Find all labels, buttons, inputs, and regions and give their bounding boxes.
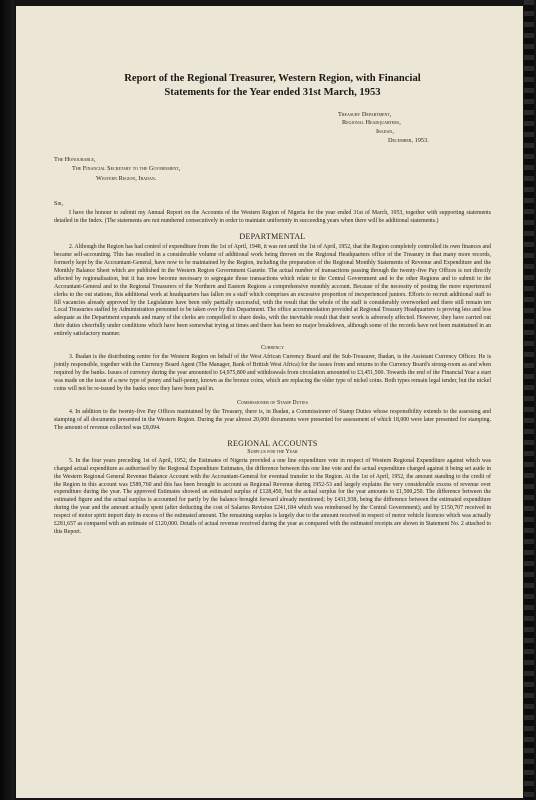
paragraph-1: I have the honour to submit my Annual Report on the Accounts of the Western Region of Nigeria for the year ended 31st of March, 1953, together with supporting statements detailed in the Index. (The statements are not numbered consecutively in order to maintain uniformity in succeeding years when there will be additional statements.) <box>54 210 491 225</box>
sender-line-1: Treasury Department, <box>338 110 392 118</box>
addressee-line-1: The Honourable, <box>54 155 96 163</box>
sender-date: December, 1953. <box>388 136 429 144</box>
scan-right-edge <box>524 0 534 800</box>
title-line-2: Statements for the Year ended 31st March, 1953 <box>164 86 381 98</box>
paragraph-3: 3. Ibadan is the distributing centre for the Western Region on behalf of the West African Currency Board and the Sub-Treasurer, Ibadan, is the Assistant Currency Officer. He is jointly responsible, together with the Currency Board Agent (The Manager, Bank of British West Africa) for the issues from and returns to the Currency Board's strong-room as and when required by the banks. Issues of currency during the year amounted to £4,975,800 and withdrawals from circulation amounted to £3,451,500. Towards the end of the Financial Year a start was made on the issue of a new type of penny and half-penny, known as the bronze coins, which are replacing the older type of nickel coins. Both types remain legal tender, but the nickel coins will not be re-issued by the banks once they have been paid in. <box>54 354 491 392</box>
heading-departmental: DEPARTMENTAL <box>239 231 306 241</box>
addressee-line-3: Western Region, Ibadan. <box>96 174 157 182</box>
addressee-block <box>54 155 491 183</box>
heading-currency: Currency <box>261 345 284 352</box>
title-line-1: Report of the Regional Treasurer, Western Region, with Financial <box>124 73 421 84</box>
sender-line-3: Ibadan, <box>376 128 394 136</box>
scan-left-edge <box>0 0 14 800</box>
heading-regional-accounts: REGIONAL ACCOUNTS <box>227 438 318 448</box>
document-page <box>16 6 523 798</box>
salutation: Sir, <box>54 200 64 208</box>
heading-stamp-duties: Commissioner of Stamp Duties <box>237 399 308 406</box>
paragraph-5: 5. In the four years preceding 1st of April, 1952, the Estimates of Nigeria provided a one line expenditure vote in respect of Western Regional Expenditure against which was charged actual expenditure as authorised by the Regional Expenditure Estimates, the difference between this one line vote and the actual expenditure charged against it being set aside in the Western Regional General Revenue Balance Account with the Accountant-General for eventual transfer to the Region. At the 1st of April, 1952, the amount standing to the credit of the Region in this account was £589,760 and this has been brought to account as Regional Revenue during 1952-53 and largely explains the very considerable excess of revenue over expenditure during the year. The approved Estimates showed an estimated surplus of £128,450, but the actual surplus for the year amounts to £1,500,250. The difference between the estimated figure and the actual surplus is accounted for partly by the balance brought forward already mentioned; by £431,938, being the difference between the estimated expenditure during the year and the amount actually spent (after deducting the cost of Salaries Revision £241,184 which was reimbursed by the Central Government); and by £150,707 received in respect of motor spirit import duty in excess of the estimated amount. The remaining surplus is largely due to the amount received in respect of motor vehicle licences which was actually £281,657 as compared with an estimate of £120,000. Details of actual revenue received during the year as compared with the estimated receipts are shown in Statement No. 2 attached to this Report. <box>54 457 491 536</box>
heading-surplus: Surplus for the Year <box>247 448 298 455</box>
paragraph-2: 2. Although the Region has had control of expenditure from the 1st of April, 1948, it was not until the 1st of April, 1952, that the Region completely controlled its own finances and became self-accounting. This has resulted in a considerable volume of additional work being thrown on the Regional Headquarters office of the Treasury in that many more records, formerly kept by the Accountant-General, have now to be maintained by the Region, including the preparation of the Regional Monthly Statements of Revenue and Expenditure and the Monthly Balance Sheet which are published in the Western Region Government Gazette. The actual number of transactions passing through the twenty-five Pay Offices is not directly affected by regionalisation, but it has now become necessary to segregate those transactions which relate to the Central Government and to the other Regions and to submit to the Accountant-General and to the Regional Treasurers of the Northern and Eastern Regions a comprehensive monthly account. Because of the necessity of posting the more experienced clerks to the out stations, this additional work at headquarters has fallen on a staff which comprises an excessive proportion of inexperienced juniors. Efforts to recruit additional staff to fill vacancies already approved by the Legislature have been only partially successful, with the result that the whole of the staff is considerably overworked and there still remain ten Local Treasuries staffed by Administration personnel to be taken over by this Department. The office accommodation provided at Regional Treasury Headquarters is proving less and less adequate as the Department expands and many of the clerks are compelled to share desks, with the inevitable result that their work is adversely affected. However, they have carried out their duties cheerfully under conditions which have been somewhat trying at times and there has been no major breakdown, although some of the records have not been maintained in an entirely satisfactory manner. <box>54 243 491 338</box>
report-title <box>54 72 491 100</box>
sender-address <box>338 111 491 146</box>
paragraph-4: 4. In addition to the twenty-five Pay Offices maintained by the Treasury, there is, in Ibadan, a Commissioner of Stamp Duties whose responsibility extends to the assessing and stamping of all documents presented in the Western Region. During the year almost 20,000 documents were presented for assessment of which 18,000 were later presented for stamping. The amount of revenue collected was £8,094. <box>54 408 491 431</box>
addressee-line-2: The Financial Secretary to the Government, <box>72 165 181 173</box>
sender-line-2: Regional Headquarters, <box>342 119 401 127</box>
